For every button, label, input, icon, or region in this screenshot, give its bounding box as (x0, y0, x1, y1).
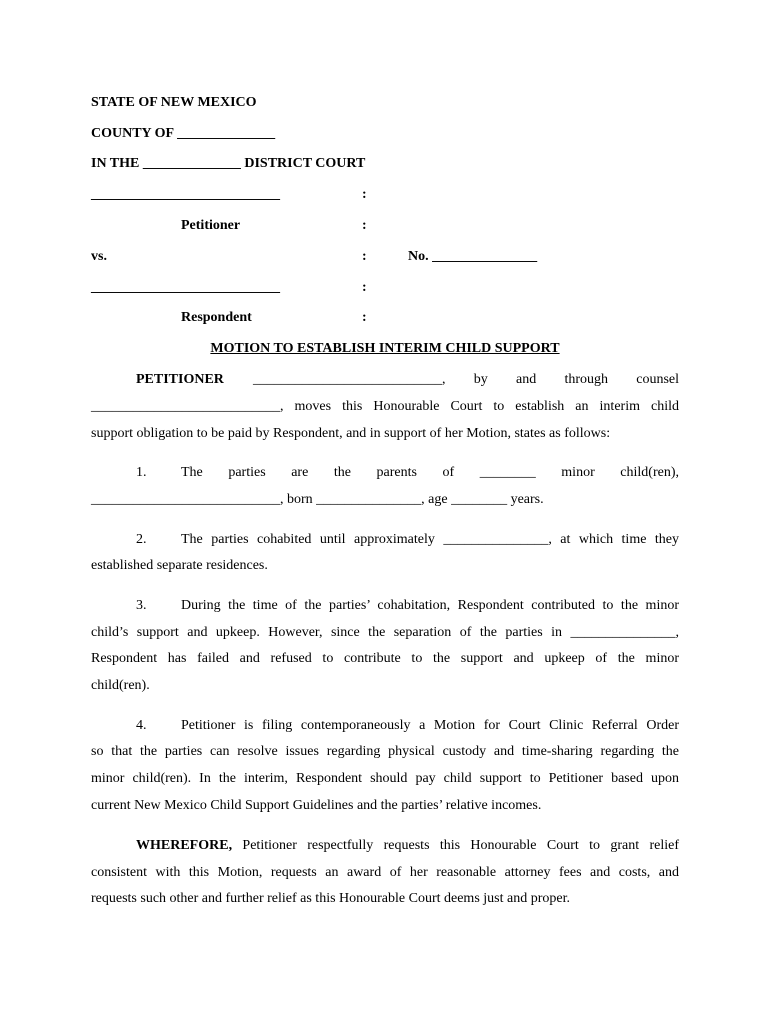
item-number: 1. (136, 465, 147, 480)
item-text-line: Petitioner is filing contemporaneously a Motion for Court Clinic Referral Order (181, 718, 679, 733)
intro-line: ___________________________, moves this Honourable Court to establish an interim child (91, 399, 679, 414)
item-text-line: child’s support and upkeep. However, since the separation of the parties in _______________, (91, 625, 679, 640)
caption-colon: : (362, 187, 367, 202)
item-text-line: current New Mexico Child Support Guidelines and the parties’ relative incomes. (91, 798, 542, 813)
item-text-line: The parties cohabited until approximately _______________, at which time they (181, 532, 679, 547)
item-number: 2. (136, 532, 147, 547)
caption-colon: : (362, 310, 367, 325)
item-number: 3. (136, 598, 147, 613)
item-text-line: The parties are the parents of ________ minor child(ren), (181, 465, 679, 480)
wherefore-line: consistent with this Motion, requests an award of her reasonable attorney fees and costs, and (91, 865, 679, 880)
item-number: 4. (136, 718, 147, 733)
item-text-line: During the time of the parties’ cohabitation, Respondent contributed to the minor (181, 598, 679, 613)
intro-line: ___________________________, by and through counsel (253, 372, 679, 387)
versus-label: vs. (91, 249, 107, 264)
caption-colon: : (362, 218, 367, 233)
caption-colon: : (362, 249, 367, 264)
wherefore-line (136, 837, 679, 855)
item-text-line: Respondent has failed and refused to contribute to the support and upkeep of the minor (91, 651, 679, 666)
motion-title: MOTION TO ESTABLISH INTERIM CHILD SUPPORT (210, 341, 560, 356)
wherefore-lead: WHEREFORE, (136, 838, 233, 853)
county-heading: COUNTY OF ______________ (91, 126, 276, 141)
item-text-line: child(ren). (91, 678, 150, 693)
respondent-label: Respondent (181, 310, 252, 325)
intro-line: support obligation to be paid by Respondent, and in support of her Motion, states as follows: (91, 426, 611, 441)
state-heading: STATE OF NEW MEXICO (91, 95, 257, 110)
item-text-line: so that the parties can resolve issues regarding physical custody and time-sharing regarding the (91, 744, 679, 759)
case-number: No. _______________ (408, 249, 538, 264)
caption-colon: : (362, 280, 367, 295)
item-text-line: ___________________________, born _______________, age ________ years. (91, 492, 544, 507)
respondent-name-line: ___________________________ (91, 280, 280, 295)
item-text-line: minor child(ren). In the interim, Respondent should pay child support to Petitioner based upon (91, 771, 679, 786)
wherefore-line: requests such other and further relief as this Honourable Court deems just and proper. (91, 891, 570, 906)
court-heading: IN THE ______________ DISTRICT COURT (91, 156, 366, 171)
intro-lead: PETITIONER (136, 372, 224, 387)
item-text-line: established separate residences. (91, 558, 268, 573)
petitioner-label: Petitioner (181, 218, 241, 233)
wherefore-text: Petitioner respectfully requests this Honourable Court to grant relief (232, 838, 679, 853)
petitioner-name-line: ___________________________ (91, 187, 280, 202)
